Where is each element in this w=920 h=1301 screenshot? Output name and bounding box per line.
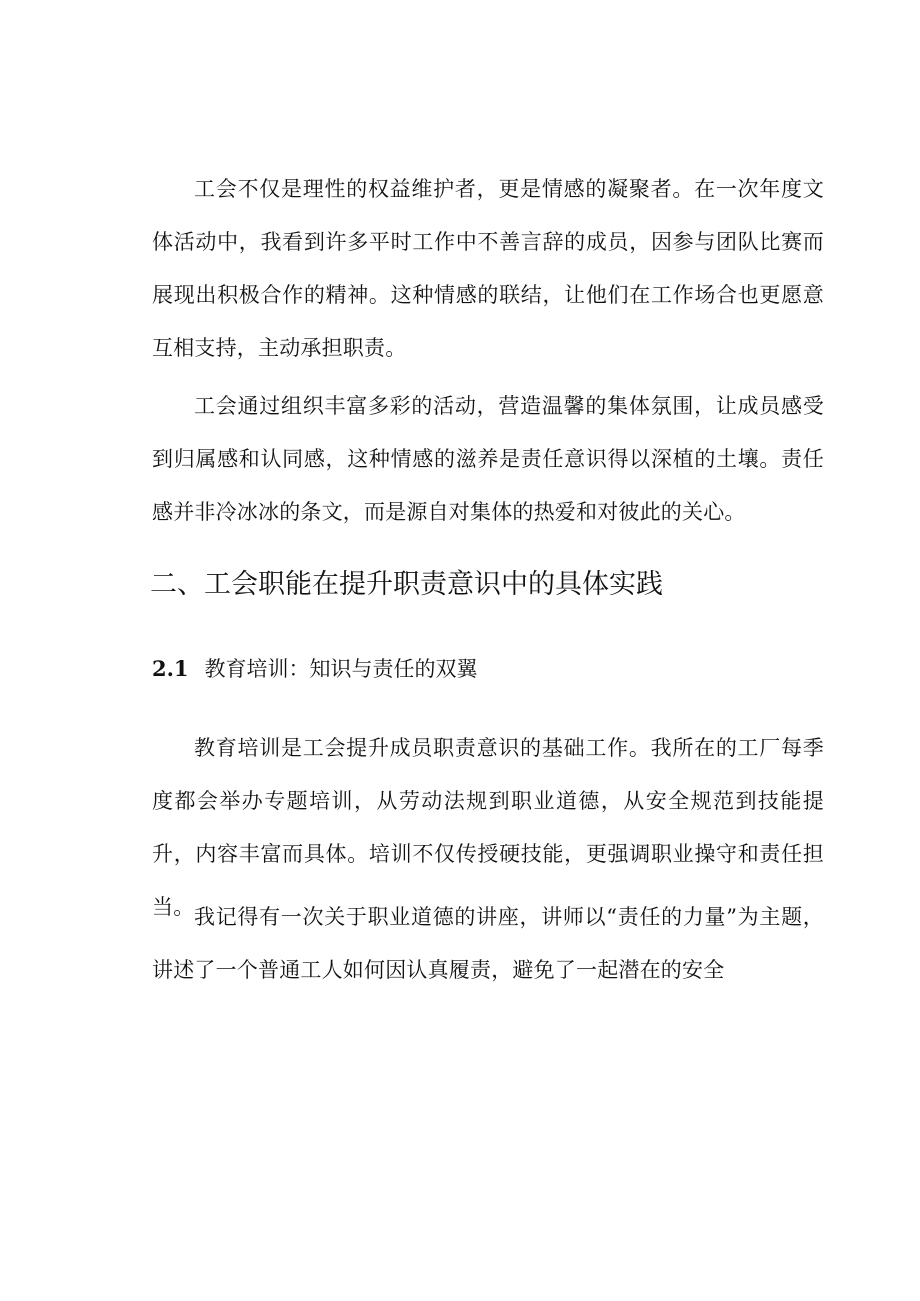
subsection-title: 教育培训：知识与责任的双翼 xyxy=(204,657,478,681)
paragraph-emotional-cohesion: 工会不仅是理性的权益维护者，更是情感的凝聚者。在一次年度文体活动中，我看到许多平时工作中不善言辞的成员，因参与团队比赛而展现出积极合作的精神。这种情感的联结，让他们在工作场合也更愿意互相支持，主动承担职责。 xyxy=(152,177,824,360)
paragraph-ethics-lecture: 我记得有一次关于职业道德的讲座，讲师以“责任的力量”为主题，讲述了一个普通工人如何因认真履责，避免了一起潜在的安全 xyxy=(152,905,824,982)
section-heading: 二、工会职能在提升职责意识中的具体实践 xyxy=(150,569,663,600)
subsection-number: 2.1 xyxy=(152,656,189,681)
paragraph-education-training: 教育培训是工会提升成员职责意识的基础工作。我所在的工厂每季度都会举办专题培训，从劳动法规到职业道德，从安全规范到技能提升，内容丰富而具体。培训不仅传授硬技能，更强调职业操守和责任担当。 xyxy=(152,736,824,919)
paragraph-collective-atmosphere: 工会通过组织丰富多彩的活动，营造温馨的集体氛围，让成员感受到归属感和认同感，这种情感的滋养是责任意识得以深植的土壤。责任感并非冷冰冰的条文，而是源自对集体的热爱和对彼此的关心。 xyxy=(152,394,824,524)
subsection-heading xyxy=(152,646,478,692)
